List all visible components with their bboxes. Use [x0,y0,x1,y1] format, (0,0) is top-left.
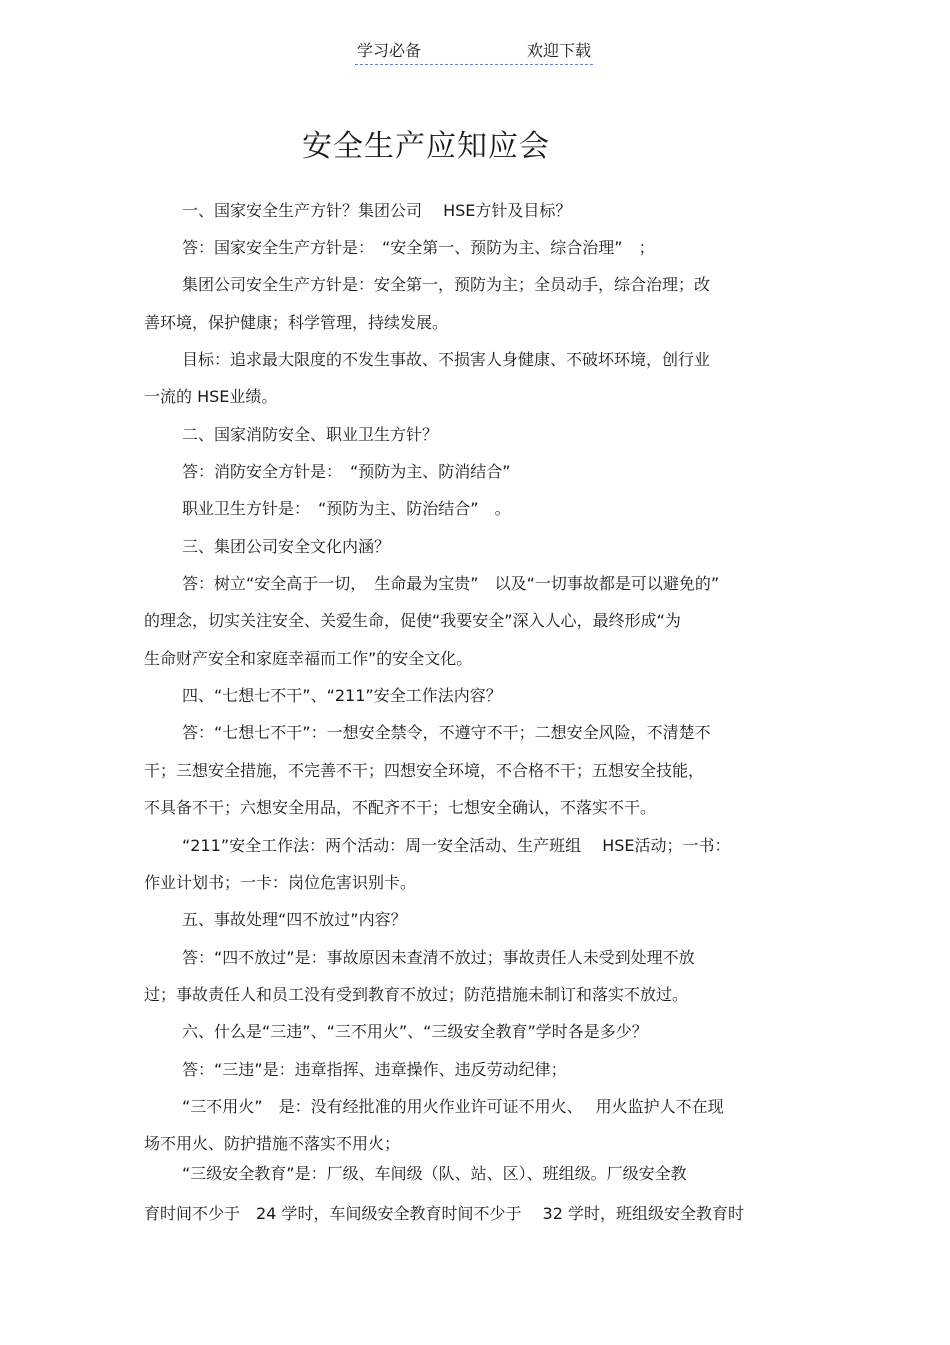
header-left-text: 学习必备 [357,41,422,60]
answer-line: 作业计划书；一卡：岗位危害识别卡。 [144,873,417,892]
question-2: 二、国家消防安全、职业卫生方针？ [182,425,439,444]
answer-line: 育时间不少于 24 学时，车间级安全教育时间不少于 32 学时，班组级安全教育时 [144,1204,744,1223]
answer-line: 目标：追求最大限度的不发生事故、不损害人身健康、不破坏环境，创行业 [182,350,711,369]
answer-line: 答：“四不放过”是：事故原因未查清不放过；事故责任人未受到处理不放 [182,948,695,967]
answer-line: 答：国家安全生产方针是： “安全第一、预防为主、综合治理” ； [182,238,655,257]
answer-line: 场不用火、防护措施不落实不用火； [144,1134,401,1153]
answer-line: 生命财产安全和家庭幸福而工作”的安全文化。 [144,649,473,668]
question-3: 三、集团公司安全文化内涵？ [182,537,391,556]
question-1: 一、国家安全生产方针？集团公司 HSE方针及目标？ [182,201,572,220]
page-header [355,40,593,65]
answer-line: 过；事故责任人和员工没有受到教育不放过；防范措施未制订和落实不放过。 [144,985,689,1004]
answer-line: 不具备不干；六想安全用品，不配齐不干；七想安全确认，不落实不干。 [144,798,657,817]
answer-line: 一流的 HSE业绩。 [144,387,278,406]
answer-line: 答：“七想七不干”：一想安全禁令，不遵守不干；二想安全风险，不清楚不 [182,723,711,742]
answer-line: “三级安全教育”是：厂级、车间级（队、站、区）、班组级。厂级安全教 [182,1164,687,1183]
answer-line: 答：消防安全方针是： “预防为主、防消结合” [182,462,511,481]
answer-line: “211”安全工作法：两个活动：周一安全活动、生产班组 HSE活动；一书： [182,836,731,855]
document-title: 安全生产应知应会 [302,129,550,164]
answer-line: “三不用火” 是：没有经批准的用火作业许可证不用火、 用火监护人不在现 [182,1097,724,1116]
question-6: 六、什么是“三违”、“三不用火”、“三级安全教育”学时各是多少？ [182,1022,648,1041]
answer-line: 答：“三违”是：违章指挥、违章操作、违反劳动纪律； [182,1060,567,1079]
header-right-text: 欢迎下载 [526,41,591,60]
answer-line: 答：树立“安全高于一切， 生命最为宝贵” 以及“一切事故都是可以避免的” [182,574,720,593]
answer-line: 干；三想安全措施，不完善不干；四想安全环境，不合格不干；五想安全技能， [144,761,705,780]
answer-line: 职业卫生方针是： “预防为主、防治结合” 。 [182,499,511,518]
question-5: 五、事故处理“四不放过”内容？ [182,910,407,929]
question-4: 四、“七想七不干”、“211”安全工作法内容？ [182,686,502,705]
answer-line: 善环境，保护健康；科学管理，持续发展。 [144,313,449,332]
answer-line: 的理念，切实关注安全、关爱生命，促使“我要安全”深入人心，最终形成“为 [144,611,681,630]
answer-line: 集团公司安全生产方针是：安全第一，预防为主；全员动手，综合治理；改 [182,275,711,294]
